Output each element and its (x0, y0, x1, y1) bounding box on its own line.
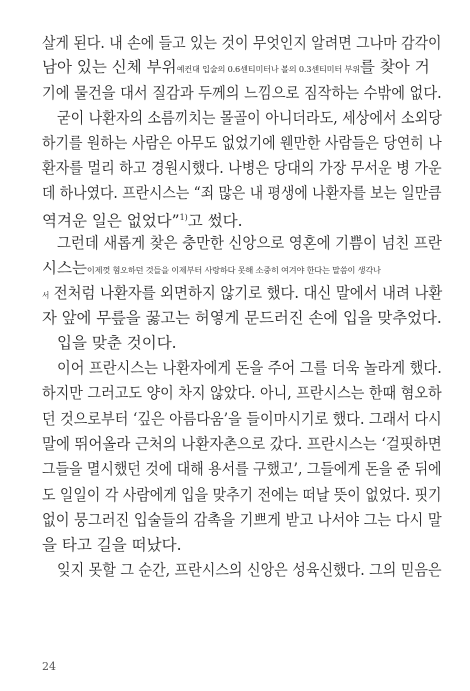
text-line (57, 560, 442, 580)
inline-note: 서 (42, 290, 50, 300)
text-segment: 던 것으로부터 ‘깊은 아름다움’을 들이마시기로 했다. 그래서 다시 (42, 410, 442, 428)
text-line (57, 358, 442, 378)
text-line (42, 208, 243, 231)
text-line (42, 158, 442, 178)
text-segment: 말에 뛰어올라 근처의 나환자촌으로 갔다. 프란시스는 ‘걸핏하면 (42, 435, 442, 453)
text-line (57, 108, 442, 128)
text-line (42, 409, 442, 429)
text-line (42, 183, 442, 203)
text-segment: 도 일일이 각 사람에게 입을 맞추기 전에는 떠날 뜻이 없었다. 핏기 (42, 486, 442, 504)
text-line (42, 485, 442, 505)
text-segment: 기에 물건을 대서 질감과 두께의 느낌으로 짐작하는 수밖에 없다. (42, 84, 442, 102)
inline-note: 예컨대 입술의 0.6센티미터나 볼의 0.3센티미터 부위 (176, 64, 360, 74)
text-line (42, 33, 442, 53)
text-line (42, 434, 442, 454)
text-segment: 하기를 원하는 사람은 아무도 없었기에 웬만한 사람들은 당연히 나 (42, 134, 442, 152)
text-line (42, 383, 442, 403)
text-line (42, 133, 442, 153)
text-segment: 살게 된다. 내 손에 들고 있는 것이 무엇인지 알려면 그나마 감각이 (42, 34, 442, 52)
text-segment: 를 찾아 거 (359, 58, 430, 76)
text-segment: 남아 있는 신체 부위 (42, 58, 177, 76)
text-line (42, 459, 442, 479)
page-number: 24 (42, 660, 56, 673)
text-segment: 자 앞에 무릎을 꿇고는 허옇게 문드러진 손에 입을 맞추었다. (42, 309, 442, 327)
text-segment: 고 썼다. (187, 212, 243, 230)
text-segment: 데 하나였다. 프란시스는 “죄 많은 내 평생에 나환자를 보는 일만큼 (42, 184, 442, 202)
text-segment: 전처럼 나환자를 외면하지 않기로 했다. 대신 말에서 내려 나환 (49, 284, 443, 302)
text-segment: 굳이 나환자의 소름끼치는 몰골이 아니더라도, 세상에서 소외당 (57, 109, 442, 127)
text-segment: 이어 프란시스는 나환자에게 돈을 주어 그를 더욱 놀라게 했다. (57, 359, 442, 377)
text-segment: 을 타고 길을 떠났다. (42, 536, 182, 554)
text-line (42, 510, 442, 530)
text-line (42, 57, 430, 79)
text-line (57, 333, 177, 353)
text-segment: 환자를 멀리 하고 경원시했다. 나병은 당대의 가장 무서운 병 가운 (42, 159, 442, 177)
text-segment: 역겨운 일은 없었다” (42, 212, 180, 230)
text-line (42, 535, 182, 555)
inline-note: 이제껏 혐오하던 것들을 이제부터 사랑하다 못해 소중히 여겨야 한다는 말씀이 생각나 (86, 265, 381, 275)
text-segment: 입을 맞춘 것이다. (57, 334, 177, 352)
text-segment: 잊지 못할 그 순간, 프란시스의 신앙은 성육신했다. 그의 믿음은 (57, 561, 442, 579)
text-segment: 없이 뭉그러진 입술들의 감촉을 기쁘게 받고 나서야 그는 다시 말 (42, 511, 442, 529)
text-line (42, 283, 442, 305)
footnote-marker: 1) (179, 213, 188, 222)
text-line (57, 233, 442, 253)
text-line (42, 258, 381, 280)
text-segment: 시스는 (42, 259, 87, 277)
text-segment: 그런데 새롭게 찾은 충만한 신앙으로 영혼에 기쁨이 넘친 프란 (57, 234, 442, 252)
text-segment: 하지만 그러고도 양이 차지 않았다. 아니, 프란시스는 한때 혐오하 (42, 384, 442, 402)
text-line (42, 83, 442, 103)
text-segment: 그들을 멸시했던 것에 대해 용서를 구했고’, 그들에게 돈을 준 뒤에 (42, 460, 442, 478)
text-line (42, 308, 442, 328)
